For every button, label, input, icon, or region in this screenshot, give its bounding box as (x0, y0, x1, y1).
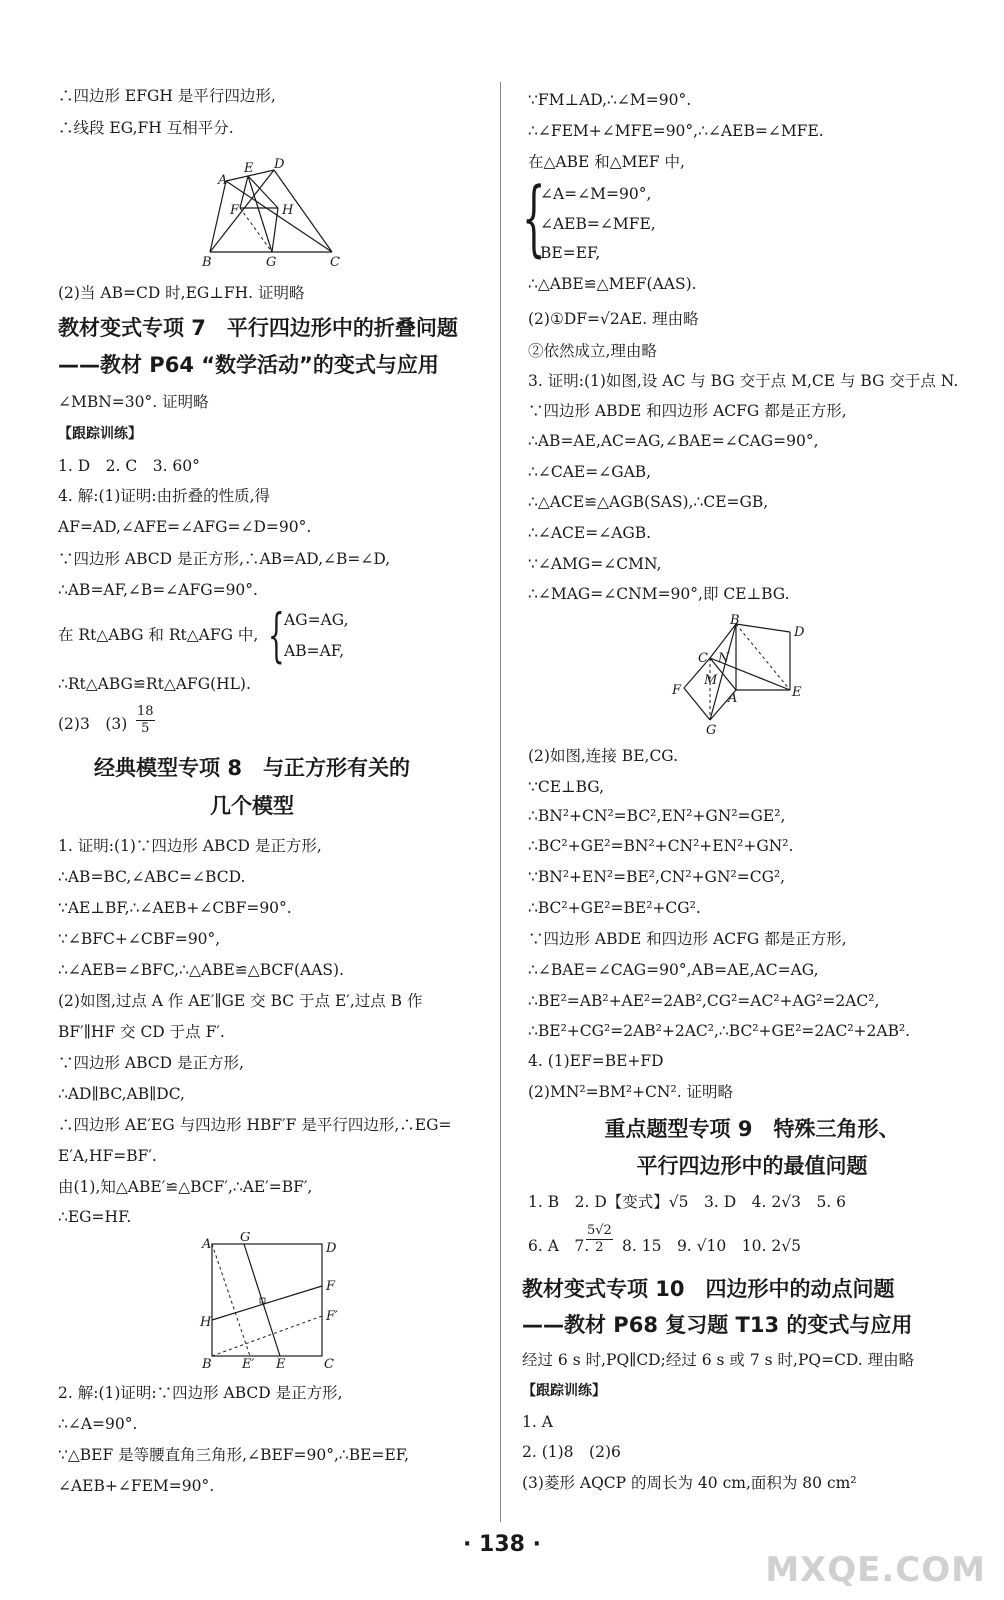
fraction-denominator: 2 (595, 1240, 604, 1255)
svg-text:C: C (330, 255, 340, 270)
svg-text:G: G (240, 1232, 251, 1245)
svg-text:B: B (202, 1357, 212, 1372)
fraction (136, 704, 155, 737)
text-line: ∴BE²=AB²+AE²=2AB²,CG²=AC²+AG²=2AC², (528, 992, 880, 1010)
text-line: ∴BN²+CN²=BC²,EN²+GN²=GE², (528, 807, 786, 825)
text-line: ∵CE⊥BG, (528, 778, 605, 796)
tracking-practice-label: 【跟踪训练】 (522, 1383, 606, 1399)
svg-text:G: G (266, 255, 277, 270)
svg-text:F: F (326, 1279, 336, 1294)
text-line: (2)MN²=BM²+CN². 证明略 (528, 1083, 734, 1101)
text-line: ∴四边形 EFGH 是平行四边形, (58, 87, 276, 105)
section-subheading: ——教材 P68 复习题 T13 的变式与应用 (522, 1313, 913, 1337)
svg-text:N: N (718, 651, 730, 666)
watermark: MXQE.COM (765, 1550, 986, 1590)
text-line: ∴BC²+GE²=BN²+CN²+EN²+GN². (528, 837, 794, 855)
section-heading: 重点题型专项 9 特殊三角形、 (604, 1117, 900, 1141)
text-line: 1. 证明:(1)∵四边形 ABCD 是正方形, (58, 837, 322, 855)
svg-text:A: A (728, 691, 738, 706)
text-line: ∵∠BFC+∠CBF=90°, (58, 930, 221, 948)
section-heading: 经典模型专项 8 与正方形有关的 (94, 756, 410, 780)
fraction-numerator: 18 (137, 704, 154, 719)
text-line: ∵FM⊥AD,∴∠M=90°. (528, 91, 692, 109)
fraction-numerator: 5√2 (587, 1223, 612, 1238)
brace: { (522, 171, 546, 266)
text-line: (2)如图,过点 A 作 AE′∥GE 交 BC 于点 E′,过点 B 作 (58, 992, 423, 1010)
text-line: 2. 解:(1)证明:∵四边形 ABCD 是正方形, (58, 1384, 343, 1402)
answer-line: 1. D 2. C 3. 60° (58, 457, 200, 475)
svg-text:C: C (324, 1357, 334, 1372)
text-line: BF′∥HF 交 CD 于点 F′. (58, 1023, 225, 1041)
text-line: 3. 证明:(1)如图,设 AC 与 BG 交于点 M,CE 与 BG 交于点 N. (528, 372, 959, 390)
text-line: ∵四边形 ABCD 是正方形,∴AB=AD,∠B=∠D, (58, 550, 391, 568)
text-line: 由(1),知△ABE′≌△BCF′,∴AE′=BF′, (58, 1178, 313, 1196)
text-line: ∠MBN=30°. 证明略 (58, 393, 209, 411)
svg-text:D: D (274, 157, 285, 172)
svg-text:D: D (794, 625, 805, 640)
text-line: ∵△BEF 是等腰直角三角形,∠BEF=90°,∴BE=EF, (58, 1446, 410, 1464)
text-line: ∵四边形 ABCD 是正方形, (58, 1054, 244, 1072)
text-line: ∴∠MAG=∠CNM=90°,即 CE⊥BG. (528, 585, 790, 603)
text-line: ∴线段 EG,FH 互相平分. (58, 119, 234, 137)
svg-text:E: E (792, 685, 802, 700)
svg-text:F: F (672, 683, 682, 698)
column-divider (500, 82, 501, 1522)
svg-text:C: C (698, 651, 708, 666)
svg-text:A: A (218, 173, 228, 188)
tracking-practice-label: 【跟踪训练】 (58, 426, 142, 442)
text-line: 经过 6 s 时,PQ∥CD;经过 6 s 或 7 s 时,PQ=CD. 理由略 (522, 1351, 915, 1369)
svg-text:G: G (706, 723, 717, 738)
text-line: E′A,HF=BF′. (58, 1147, 157, 1165)
text-line: AF=AD,∠AFE=∠AFG=∠D=90°. (58, 518, 312, 536)
section-heading: 教材变式专项 7 平行四边形中的折叠问题 (58, 316, 458, 340)
text-line: AG=AG, (284, 611, 349, 629)
text-line: ∴△ACE≌△AGB(SAS),∴CE=GB, (528, 493, 769, 511)
figure-quadrilateral-efgh (196, 156, 346, 276)
text-line: BE=EF, (540, 244, 601, 262)
text-line: ∠AEB=∠MFE, (540, 215, 656, 233)
text-line: 4. 解:(1)证明:由折叠的性质,得 (58, 487, 271, 505)
answer-line: 6. A 7. (528, 1237, 590, 1255)
svg-text:E: E (276, 1357, 286, 1372)
text-line: ∴∠FEM+∠MFE=90°,∴∠AEB=∠MFE. (528, 122, 824, 140)
text-line: ∴△ABE≌△MEF(AAS). (528, 275, 697, 293)
text-line: AB=AF, (284, 642, 345, 660)
text-line: ∴∠BAE=∠CAG=90°,AB=AE,AC=AG, (528, 961, 819, 979)
svg-text:H: H (200, 1315, 212, 1330)
svg-text:D: D (326, 1241, 337, 1256)
text-line: ∠A=∠M=90°, (540, 185, 652, 203)
page-number: · 138 · (463, 1532, 541, 1557)
svg-text:E′: E′ (242, 1357, 255, 1372)
answer-line: 8. 15 9. √10 10. 2√5 (622, 1237, 801, 1255)
answer-line: 1. A (522, 1413, 553, 1431)
svg-text:E: E (244, 161, 254, 176)
text-line: ∴AB=BC,∠ABC=∠BCD. (58, 868, 246, 886)
text-line: 4. (1)EF=BE+FD (528, 1052, 664, 1070)
svg-text:A: A (202, 1237, 212, 1252)
text-line: ∴∠AEB=∠BFC,∴△ABE≌△BCF(AAS). (58, 961, 345, 979)
answer-line: 2. (1)8 (2)6 (522, 1443, 621, 1461)
text-line: ∴AB=AF,∠B=∠AFG=90°. (58, 581, 258, 599)
section-subheading: 平行四边形中的最值问题 (636, 1154, 868, 1178)
text-line: ∴四边形 AE′EG 与四边形 HBF′F 是平行四边形,∴EG= (58, 1116, 452, 1134)
text-line: (2)3 (3) (58, 715, 128, 733)
text-line: 在△ABE 和△MEF 中, (528, 153, 685, 171)
text-line: ∴∠ACE=∠AGB. (528, 524, 652, 542)
fraction-denominator: 5 (141, 721, 150, 736)
text-line: ∵四边形 ABDE 和四边形 ACFG 都是正方形, (528, 402, 847, 420)
svg-text:B: B (730, 614, 740, 628)
text-line: (2)当 AB=CD 时,EG⊥FH. 证明略 (58, 284, 305, 302)
section-subheading: 几个模型 (210, 794, 294, 818)
svg-text:M: M (704, 673, 718, 688)
fraction (586, 1223, 613, 1256)
text-line: (3)菱形 AQCP 的周长为 40 cm,面积为 80 cm² (522, 1474, 857, 1492)
svg-text:H: H (282, 203, 294, 218)
text-line: (2)如图,连接 BE,CG. (528, 747, 679, 765)
figure-square-abcd (196, 1232, 346, 1376)
text-line: 在 Rt△ABG 和 Rt△AFG 中, (58, 626, 259, 644)
section-heading: 教材变式专项 10 四边形中的动点问题 (522, 1277, 895, 1301)
text-line: ∴AD∥BC,AB∥DC, (58, 1085, 185, 1103)
text-line: ∴Rt△ABG≌Rt△AFG(HL). (58, 675, 251, 693)
text-line: ∵BN²+EN²=BE²,CN²+GN²=CG², (528, 868, 786, 886)
brace: { (268, 601, 285, 669)
text-line: ∴BC²+GE²=BE²+CG². (528, 899, 701, 917)
text-line: ∵AE⊥BF,∴∠AEB+∠CBF=90°. (58, 899, 292, 917)
svg-text:F: F (230, 203, 240, 218)
text-line: ∴∠CAE=∠GAB, (528, 463, 652, 481)
text-line: ∵∠AMG=∠CMN, (528, 555, 662, 573)
text-line: (2)①DF=√2AE. 理由略 (528, 310, 699, 328)
svg-text:B: B (202, 255, 212, 270)
text-line: ②依然成立,理由略 (528, 342, 657, 360)
text-line: ∴EG=HF. (58, 1208, 132, 1226)
figure-two-squares (666, 614, 816, 742)
text-line: ∴∠A=90°. (58, 1415, 138, 1433)
text-line: ∴AB=AE,AC=AG,∠BAE=∠CAG=90°, (528, 432, 819, 450)
svg-text:F′: F′ (326, 1309, 338, 1324)
section-subheading: ——教材 P64 “数学活动”的变式与应用 (58, 353, 439, 377)
answer-line: 1. B 2. D【变式】√5 3. D 4. 2√3 5. 6 (528, 1193, 847, 1211)
text-line: ∴BE²+CG²=2AB²+2AC²,∴BC²+GE²=2AC²+2AB². (528, 1022, 911, 1040)
text-line: ∠AEB+∠FEM=90°. (58, 1477, 215, 1495)
text-line: ∵四边形 ABDE 和四边形 ACFG 都是正方形, (528, 930, 847, 948)
